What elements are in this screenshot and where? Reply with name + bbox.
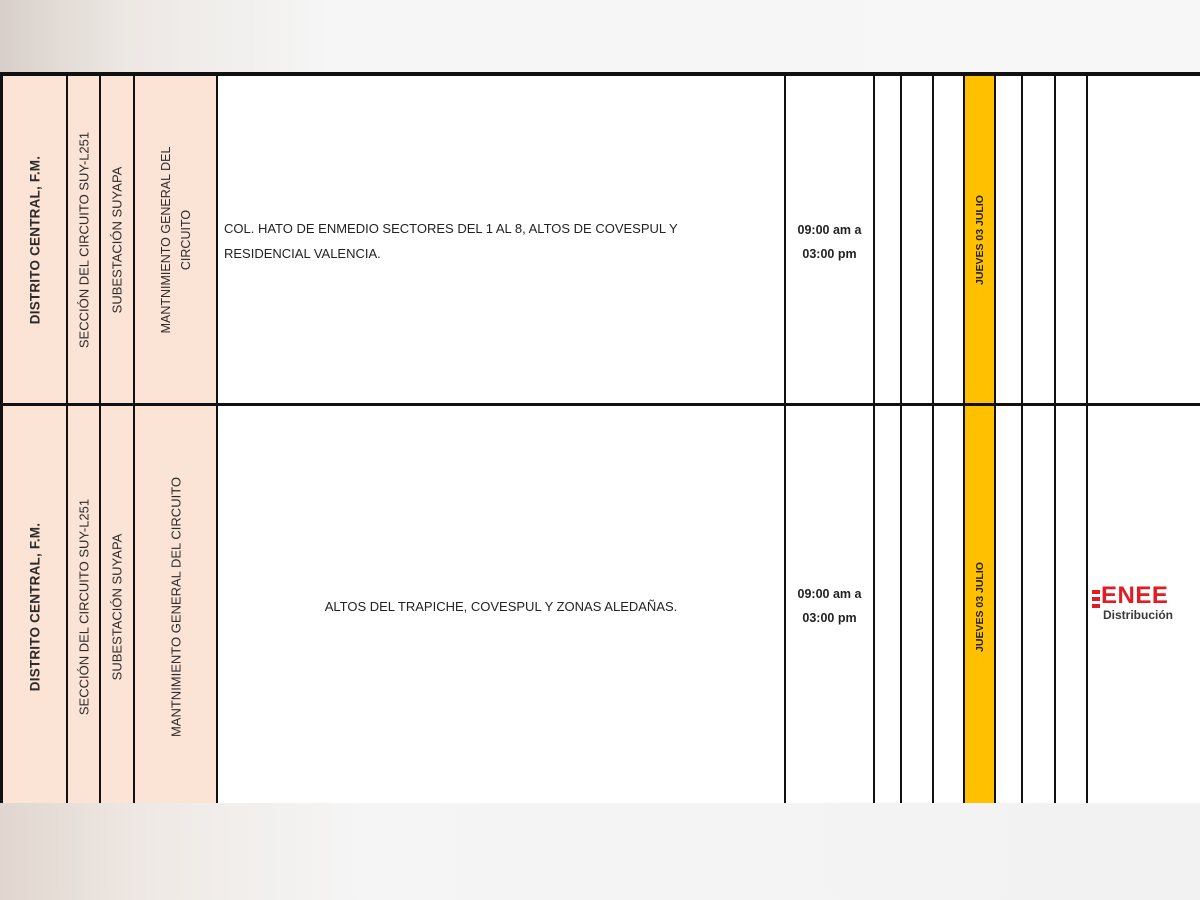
empty-day-cell [934, 406, 965, 807]
affected-areas-cell [218, 76, 786, 403]
substation-label: SUBESTACIÓN SUYAPA [109, 166, 125, 313]
substation-label: SUBESTACIÓN SUYAPA [109, 533, 125, 680]
section-cell [68, 76, 101, 403]
work-type-label: MANTNIMIENTO GENERAL DEL CIRCUITO [168, 476, 183, 737]
date-label: JUEVES 03 JULIO [973, 561, 986, 652]
affected-areas-text: ALTOS DEL TRAPICHE, COVESPUL Y ZONAS ALEDAÑAS. [324, 599, 678, 614]
background-top-blur [0, 0, 1200, 72]
empty-day-cell [875, 76, 902, 403]
outage-schedule-table [0, 72, 1200, 803]
empty-day-cell [996, 76, 1023, 403]
empty-day-cell [1023, 76, 1056, 403]
logo-cell [1088, 76, 1200, 403]
logo-text: ENEE [1101, 582, 1169, 609]
date-cell [965, 406, 996, 807]
empty-day-cell [996, 406, 1023, 807]
empty-day-cell [1056, 406, 1088, 807]
date-cell [965, 76, 996, 403]
enee-logo [1092, 582, 1200, 628]
work-type-cell [135, 406, 218, 807]
empty-day-cell [1056, 76, 1088, 403]
work-type-cell [135, 76, 218, 403]
schedule-time-cell [786, 76, 875, 403]
empty-day-cell [1023, 406, 1056, 807]
affected-areas-text: COL. HATO DE ENMEDIO SECTORES DEL 1 AL 8, ALTOS DE COVESPUL Y RESIDENCIAL VALENCIA. [224, 221, 678, 261]
work-type-label: MANTNIMIENTO GENERAL DEL CIRCUITO [158, 146, 193, 333]
schedule-time: 09:00 am a 03:00 pm [797, 587, 862, 625]
empty-day-cell [902, 76, 934, 403]
section-cell [68, 406, 101, 807]
enee-logo-mark-icon [1092, 590, 1100, 614]
table-row [0, 76, 1200, 406]
affected-areas-cell [218, 406, 786, 807]
empty-day-cell [902, 406, 934, 807]
district-cell [0, 406, 68, 807]
empty-day-cell [934, 76, 965, 403]
table-row [0, 406, 1200, 807]
background-bottom-blur [0, 803, 1200, 900]
district-cell [0, 76, 68, 403]
district-label: DISTRITO CENTRAL, F.M. [27, 155, 42, 324]
circuit-section-label: SECCIÓN DEL CIRCUITO SUY-L251 [76, 498, 91, 715]
logo-subtitle: Distribución [1103, 608, 1174, 622]
schedule-time: 09:00 am a 03:00 pm [797, 223, 862, 261]
substation-cell [101, 406, 135, 807]
date-label: JUEVES 03 JULIO [973, 194, 986, 285]
district-label: DISTRITO CENTRAL, F.M. [27, 522, 42, 691]
schedule-time-cell [786, 406, 875, 807]
substation-cell [101, 76, 135, 403]
empty-day-cell [875, 406, 902, 807]
circuit-section-label: SECCIÓN DEL CIRCUITO SUY-L251 [76, 131, 91, 348]
